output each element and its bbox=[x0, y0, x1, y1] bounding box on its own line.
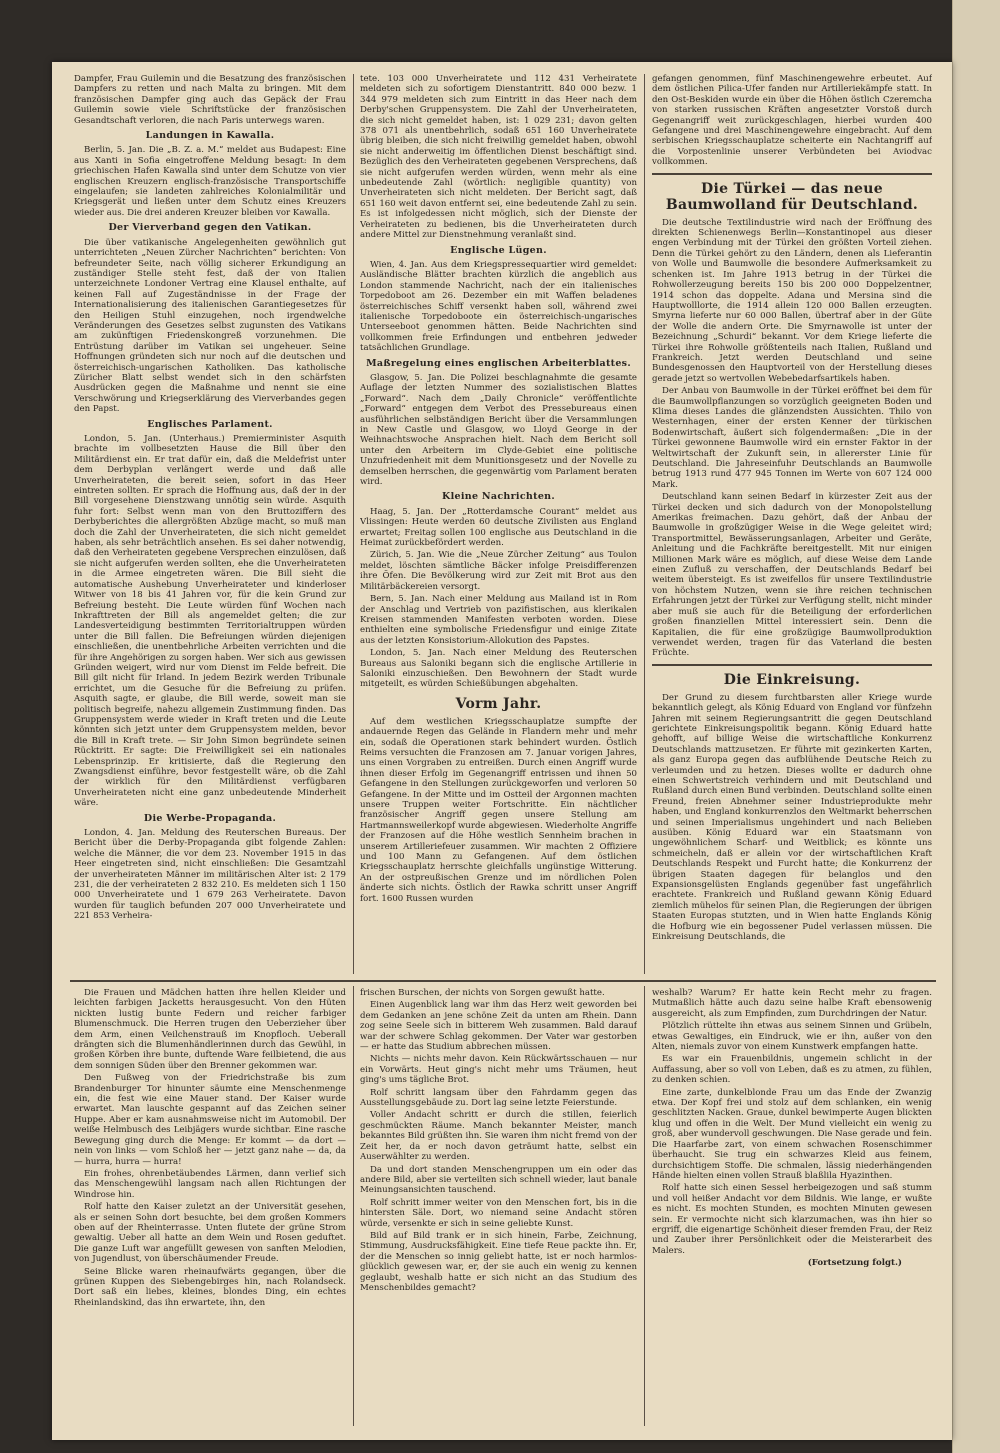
story-text: Voller Andacht schritt er durch die stillen, feierlich geschmückten Räume. Manch bekannter Meister, manch bekanntes Bild grüßten ihn. Sie waren ihm nicht fremd von der Zeit her, da er noch davon geträumt hatte, selbst ein Auserwählter zu werden. bbox=[360, 1110, 637, 1163]
continuation-note: (Fortsetzung folgt.) bbox=[807, 1258, 902, 1269]
story-text: Den Fußweg von der Friedrichstraße bis zum Brandenburger Tor hinunter säumte eine Menschenmenge ein, die fest wie eine Mauer stand. Der Kaiser wurde erwartet. Man lauschte gespannt auf das Zeichen seiner Huppe. Aber er kam ausnahmsweise nicht im Automobil. Der weiße Helmbusch des Leibjägers wurde sichtbar. Eine rasche Bewegung ging durch die Menge: Er kommt — da dort — nein von links — vom Schloß her — jetzt ganz nahe — da, da — hurra, hurra — hurra! bbox=[74, 1073, 346, 1167]
section-rule bbox=[652, 173, 932, 175]
story-text: Rolf schritt immer weiter von den Menschen fort, bis in die hintersten Säle. Dort, wo niemand seine Andacht stören würde, versenkte er sich in seine geliebte Kunst. bbox=[360, 1197, 637, 1229]
column-divider bbox=[353, 74, 354, 974]
story-text: Einen Augenblick lang war ihm das Herz weit geworden bei dem Gedanken an jene schöne Zeit da unten am Rhein. Dann zog seine Seele sich in bitterem Weh zusammen. Bald darauf war der schwere Schlag gekommen. Der Vater war gestorben — er hatte das Studium abbrechen müssen. bbox=[360, 1000, 637, 1053]
story-text: Da und dort standen Menschengruppen um ein oder das andere Bild, aber sie verteilten sich schnell wieder, laut banale Meinungsansichten tauschend. bbox=[360, 1164, 637, 1196]
article-text: Die deutsche Textilindustrie wird nach der Eröffnung des direkten Schienenwegs Berlin—Konstantinopel aus dieser engen Verbindung mit der Türkei den größten Vorteil ziehen. Denn die Türkei gehört zu den Ländern, denen als Lieferantin von Wolle und Baumwolle die besondere Aufmerksamkeit zu schenken ist. Im Jahre 1913 betrug in der Türkei die Rohwollerzeugung bereits 150 bis 200 000 Doppelzentner, 1914 schon das doppelte. Adana und Mersina sind die Hauptwolllorte, die 1914 allein 120 000 Ballen erzeugten. Smyrna lieferte nur 60 000 Ballen, übertraf aber in der Güte der Wolle die andern Orte. Die Smyrnawolle ist unter der Bezeichnung „Schurdi“ bekannt. Vor dem Kriege lieferte die Türkei ihre Rohwolle größtenteils nach Italien, Rußland und Frankreich. Jetzt werden Deutschland und seine Bundesgenossen den Hauptvorteil von der Herstellung dieses gerade jetzt so wertvollen Webebedarfsartikels haben. bbox=[652, 217, 932, 384]
column-divider bbox=[353, 986, 354, 1426]
article-text: London, 4. Jan. Meldung des Reuterschen Bureaus. Der Bericht über die Derby-Propaganda gibt folgende Zahlen: welche die Männer, die vor dem 23. November 1915 in das Heer eingetreten sind, nicht einschließen: Die Gesamtzahl der unverheirateten Männer im militärischen Alter ist: 2 179 231, die der verheirateten 2 832 210. Es meldeten sich 1 150 000 Unverheiratete und 1 679 263 Verheiratete. Davon wurden für tauglich befunden 207 000 Unverheiratete und 221 853 Verheira- bbox=[74, 828, 346, 922]
article-text: Bern, 5. Jan. Nach einer Meldung aus Mailand ist in Rom der Anschlag und Vertrieb von pazifistischen, aus klerikalen Kreisen stammenden Manifesten verboten worden. Diese enthielten eine symbolische Friedensfigur und einige Zitate aus der letzten Konsistorium-Allokution des Papstes. bbox=[360, 594, 637, 646]
column-1 bbox=[74, 74, 346, 976]
article-headline: Die Werbe-Propaganda. bbox=[143, 812, 277, 824]
newspaper-page bbox=[52, 62, 952, 1440]
article-text: Auf dem westlichen Kriegsschauplatze sumpfte der andauernde Regen das Gelände in Flandern mehr und mehr ein, sodaß die Operationen stark behindert wurden. Östlich Reims versuchten die Franzosen am 7. Januar vorigen Jahres, uns einen Vorgraben zu entreißen. Durch einen Angriff wurde ihnen dieser Erfolg im Gegenangriff entrissen und ihnen 50 Gefangene in den Stellungen zurückgeworfen und verloren 50 Gefangene. In der Mitte und im Ostteil der Argonnen machten unsere Truppen weiter Fortschritte. Ein nächtlicher französischer Angriff gegen unsere Stellung am Hartmannsweilerkopf wurde abgewiesen. Wiederholte Angriffe der Franzosen auf die Höhe westlich Sennheim brachen in unserem Artilleriefeuer zusammen. Wir machten 2 Offiziere und 100 Mann zu Gefangenen. Auf dem östlichen Kriegsschauplatz herrschte gleichfalls ungünstige Witterung. An der ostpreußischen Grenze und im nördlichen Polen änderte sich nichts. Östlich der Rawka schritt unser Angriff fort. 1600 Russen wurden bbox=[360, 716, 637, 904]
adjacent-page-edge bbox=[952, 0, 1000, 1453]
article-text: Der Anbau von Baumwolle in der Türkei eröffnet bei dem für die Baumwollpflanzungen so vorzüglich geeigneten Boden und Klima dieses Landes die glänzendsten Aussichten. Thilo von Westernhagen, einer der ersten Kenner der türkischen Bodenwirtschaft, äußert sich folgendermaßen: „Die in der Türkei gewonnene Baumwolle wird ein ernster Faktor in der Weltwirtschaft der Zukunft sein, in allererster Linie für Deutschland. Die Jahreseinfuhr Deutschlands an Baumwolle betrug 1913 rund 477 945 Tonnen im Werte von 607 124 000 Mark. bbox=[652, 386, 932, 490]
article-text: Deutschland kann seinen Bedarf in kürzester Zeit aus der Türkei decken und sich dadurch von der Monopolstellung Amerikas freimachen. Dazu gehört, daß der Anbau der Baumwolle in großzügiger Weise in die Wege geleitet wird; Transportmittel, Bewässerungsanlagen, Arbeiter und Geräte, Anleitung und die Fachkräfte bereitgestellt. Mit nur einigen Millionen Mark wäre es möglich, auf diese Weise dem Lande einen Zufluß zu verschaffen, der Deutschlands Bedarf bei weitem übersteigt. Es ist zweifellos für unsere Textilindustrie von höchstem Nutzen, wenn sie ihre reichen technischen Erfahrungen jetzt der Türkei zur Verfügung stellt, nicht minder aber muß sie auch für die Beteiligung der erforderlichen großen finanziellen Mittel interessiert sein. Denn die Kapitalien, die für eine großzügige Baumwollproduktion verwendet werden, tragen für das Vaterland die besten Früchte. bbox=[652, 492, 932, 659]
article-text: gefangen genommen, fünf Maschinengewehre erbeutet. Auf dem östlichen Pilica-Ufer fanden nur Artilleriekämpfe statt. In den Ost-Beskiden wurde ein über die Höhen östlich Czeremcha von starken russischen Kräften angesetzter Vorstoß durch Gegenangriff weit zurückgeschlagen, hierbei wurden 400 Gefangene und drei Maschinengewehre eingebracht. Auf dem serbischen Kriegsschauplatze scheiterte ein Nachtangriff auf die Vorpostenlinie unserer Verbündeten bei Aviodvac vollkommen. bbox=[652, 74, 932, 168]
article-text: Dampfer, Frau Guilemin und die Besatzung des französischen Dampfers zu retten und nach Malta zu bringen. Mit dem französischen Dampfer ging auch das Gepäck der Frau Guilemin sowie viele Schriftstücke der französischen Gesandtschaft verloren, die nach Paris unterwegs waren. bbox=[74, 74, 346, 126]
article-headline: Englisches Parlament. bbox=[147, 418, 273, 430]
article-headline: Die Einkreisung. bbox=[723, 671, 861, 688]
article-text: Der Grund zu diesem furchtbarsten aller Kriege wurde bekanntlich gelegt, als König Eduard von England vor fünfzehn Jahren mit seinem Regierungsantritt die gegen Deutschland gerichtete Einkreisungspolitik begann. König Eduard hatte gehofft, auf billige Weise die wirtschaftliche Konkurrenz Deutschlands mattzusetzen. Er führte mit gezinkerten Karten, als ganz Europa gegen das aufblühende Deutsche Reich zu verleumden und zu hetzen. Dieses wollte er dadurch ohne einen Schwertstreich verhindern und mit Deutschland und Rußland durch einen Bund verbinden. Deutschland sollte einen Freund, freien Abnehmer seiner Industrieprodukte mehr haben, und England konkurrenzlos den Weltmarkt beherrschen und seinen Imperialismus ungehindert und nach Belieben ausüben. König Eduard war ein Staatsmann von ungewöhnlichem Scharf- und Weitblick; es könnte uns schmeicheln, daß er allein vor der wirtschaftlichen Kraft Deutschlands Respekt und Furcht hatte; die Konkurrenz der übrigen Staaten dagegen für belanglos und den Expansionsgelüsten Englands gegenüber fast ungefährlich erachtete. Frankreich und Rußland gewann König Eduard ziemlich mühelos für seinen Plan, die Regierungen der übrigen Staaten Europas stutzten, und in Wien hatte Englands König die Hofburg wie ein begossener Pudel verlassen müssen. Die Einkreisung Deutschlands, die bbox=[652, 692, 932, 943]
article-text: Die über vatikanische Angelegenheiten gewöhnlich gut unterrichteten „Neuen Zürcher Nachrichten“ berichten: Von befreundeter Seite, nach völlig sicherer Erkundigung an zuständiger Stelle steht fest, daß der von Italien unterzeichnete Londoner Vertrag eine Klausel enthalte, auf keinen Fall auf Zugeständnisse in der Frage der Internationalisierung des italienischen Garantiegesetzes für den Heiligen Stuhl einzugehen, noch irgendwelche Veränderungen des Gesetzes selbst zugunsten des Vatikans am zukünftigen Friedenskongreß vorzunehmen. Die Entrüstung darüber im Vatikan sei ungeheuer. Seine Hoffnungen gründeten sich nur noch auf die deutschen und österreichisch-ungarischen Katholiken. Das katholische Züricher Blatt selbst wendet sich in den schärfsten Ausdrücken gegen die Maßnahme und nennt sie eine Verschwörung und Kriegserklärung des Vierverbandes gegen den Papst. bbox=[74, 237, 346, 415]
story-text: Rolf hatte den Kaiser zuletzt an der Universität gesehen, als er seinen Sohn dort besuchte, bei dem großen Kommers oben auf der Rheinterrasse. Unten flutete der grüne Strom gewaltig. Ueber all hatte an dem Wein und Rosen geduftet. Die ganze Luft war angefüllt gewesen von sanften Melodien, von Jugendlust, von überschäumender Freude. bbox=[74, 1202, 346, 1265]
section-rule bbox=[652, 664, 932, 666]
story-text: Ein frohes, ohrenbetäubendes Lärmen, dann verlief sich das Menschengewühl langsam nach allen Richtungen der Windrose hin. bbox=[74, 1168, 346, 1200]
story-text: Rolf hatte sich einen Sessel herbeigezogen und saß stumm und voll heißer Andacht vor dem Bildnis. Wie lange, er wußte es nicht. Es mochten Stunden, es mochten Minuten gewesen sein. Er vermochte nicht sich klarzumachen, was ihn hier so ergriff, die eigenartige Schönheit dieser fremden Frau, der Reiz und Zauber ihrer Persönlichkeit oder die Meisterarbeit des Malers. bbox=[652, 1183, 932, 1256]
feuilleton-column-3 bbox=[652, 988, 932, 1428]
story-text: Plötzlich rüttelte ihn etwas aus seinem Sinnen und Grübeln, etwas Gewaltiges, ein Eindruck, wie er ihn, außer von den Alten, niemals zuvor von einem Kunstwerk empfangen hatte. bbox=[652, 1021, 932, 1053]
article-headline: Kleine Nachrichten. bbox=[442, 491, 555, 503]
story-text: Die Frauen und Mädchen hatten ihre hellen Kleider und leichten farbigen Jacketts herausgesucht. Von den Hüten nickten lustig bunte Federn und reicher farbiger Blumenschmuck. Die Herren trugen den Ueberzieher über dem Arm, einen Veilchenstrauß im Knopfloch. Ueberall drängten sich die Blumenhändlerinnen durch das Gewühl, in großen Körben ihre bunte, duftende Ware feilbietend, die aus dem sonnigen Süden über den Brenner gekommen war. bbox=[74, 988, 346, 1071]
story-text: Eine zarte, dunkelblonde Frau um das Ende der Zwanzig etwa. Der Kopf frei und stolz auf dem schlanken, ein wenig geschlitzten Nacken. Graue, dunkel bewimperte Augen blickten klug und offen in die Welt. Der Mund vielleicht ein wenig zu groß, aber wundervoll geschwungen. Die Nase gerade und fein. Die Haarfarbe zart, von einem schwachen Rosenschimmer überhaucht. Sie trug ein schwarzes Kleid aus feinem, durchsichtigem Stoffe. Die schmalen, lässig niederhängenden Hände hielten einen vollen Strauß blaßlila Hyazinthen. bbox=[652, 1087, 932, 1181]
feuilleton-rule bbox=[70, 980, 936, 982]
article-text: Zürich, 5. Jan. Wie die „Neue Zürcher Zeitung“ aus Toulon meldet, löschten sämtliche Bäcker infolge Preisdifferenzen ihre Öfen. Die Bevölkerung wird zur Zeit mit Brot aus den Militärbäckereien versorgt. bbox=[360, 550, 637, 592]
article-text: Berlin, 5. Jan. Die „B. Z. a. M.“ meldet aus Budapest: Eine aus Xanti in Sofia eingetroffene Meldung besagt: In dem griechischen Hafen Kawalla sind unter dem Schutze von vier englischen Kreuzern englisch-französische Transportschiffe eingelaufen; sie landeten zahlreiches Kolonialmilitär und Kriegsgerät und ließen unter dem Schutz eines Kreuzers wieder aus. Die drei anderen Kreuzer bleiben vor Kawalla. bbox=[74, 145, 346, 218]
story-text: weshalb? Warum? Er hatte kein Recht mehr zu fragen. Mutmaßlich hätte auch dazu seine halbe Kraft ebensowenig ausgereicht, als zum Empfinden, zum Durchdringen der Natur. bbox=[652, 988, 932, 1019]
article-headline: Landungen in Kawalla. bbox=[145, 130, 275, 142]
article-text: London, 5. Jan. (Unterhaus.) Premierminister Asquith brachte im vollbesetzten Hause die Bill über den Militärdienst ein. Er trat dafür ein, daß die Meldefrist unter dem Derbyplan verlängert werde und daß alle Unverheirateten, die bereit seien, sofort in das Heer eintreten sollten. Er sprach die Hoffnung aus, daß der in der Bill vorgesehene Dienstzwang unnötig sein würde. Asquith fuhr fort: Selbst wenn man von den Bruttoziffern des Derbyberichtes die allergrößten Abzüge macht, so muß man doch die Zahl der Unverheirateten, die sich nicht gemeldet haben, als sehr beträchtlich ansehen. Es sei daher notwendig, daß den Verheirateten gegebene Versprechen einzulösen, daß sie nicht aufgerufen werden sollten, ehe die Unverheirateten in die Armee eingetreten wären. Die Bill sieht die automatische Aushebung Unverheirateter und kinderloser Witwer von 18 bis 41 Jahren vor, für die kein Grund zur Befreiung besteht. Die Leute würden fünf Wochen nach Inkrafttreten der Bill als angemeldet gelten; die zur Landesverteidigung bestimmten Territorialtruppen würden unter die Bill fallen. Die Befreiungen würden diejenigen einschließen, die unentbehrliche Arbeiten verrichten und die für ihre Angehörigen zu sorgen haben. Wer sich aus gewissen Gründen weigert, wird nur vom Dienst im Felde befreit. Die Bill gilt nicht für Irland. In jedem Bezirk werden Tribunale errichtet, um die Gesuche für die Befreiung zu prüfen. Asquith sagte, er glaube, die Bill werde, soweit man sie politisch begreife, nahezu allgemein Zustimmung finden. Das Gruppensystem werde wieder in Kraft treten und die Leute könnten sich jetzt unter dem Gruppensystem melden, bevor die Bill in Kraft trete. — Sir John Simon begründete seinen Rücktritt. Er sagte: Die Freiwilligkeit sei ein nationales Lebensprinzip. Er kritisierte, daß die Regierung den Zwangsdienst einführe, bevor festgestellt wäre, ob die Zahl der wirklich für den Militärdienst verfügbaren Unverheirateten nicht eine ganz unbedeutende Minderheit wäre. bbox=[74, 434, 346, 809]
story-text: Nichts — nichts mehr davon. Kein Rückwärtsschauen — nur ein Vorwärts. Heut ging's nicht mehr ums Träumen, heut ging's ums tägliche Brot. bbox=[360, 1054, 637, 1086]
feuilleton-column-1 bbox=[74, 988, 346, 1428]
story-text: Bild auf Bild trank er in sich hinein, Farbe, Zeichnung, Stimmung, Ausdrucksfähigkeit. Eine tiefe Reue packte ihn. Er, der die Menschen so innig geliebt hatte, ist er noch harmlos-glücklich gewesen war, er, der sie auch ein wenig zu kennen geglaubt, weshalb hatte er sich nicht an das Studium des Menschenbildes gemacht? bbox=[360, 1230, 637, 1293]
article-text: Haag, 5. Jan. Der „Rotterdamsche Courant“ meldet aus Vlissingen: Heute werden 60 deutsche Zivilisten aus England erwartet; Freitag sollen 100 englische aus Deutschland in die Heimat zurückbefördert werden. bbox=[360, 506, 637, 549]
column-3 bbox=[652, 74, 932, 976]
article-text: Glasgow, 5. Jan. Die Polizei beschlagnahmte die gesamte Auflage der letzten Nummer des sozialistischen Blattes „Forward“. Nach dem „Daily Chronicle“ veröffentlichte „Forward“ entgegen dem Verbot des Pressebureaus einen ausführlichen selbständigen Bericht über die Versammlungen in New Castle und Glasgow, wo Lloyd George in der Weihnachtswoche Ansprachen hielt. Nach dem Bericht soll unter den Arbeitern im Clyde-Gebiet eine politische Unzufriedenheit mit dem Munitionsgesetz und der Novelle zu demselben herrschen, die gegenwärtig vom Parlament beraten wird. bbox=[360, 372, 637, 488]
story-text: Seine Blicke waren rheinaufwärts gegangen, über die grünen Kuppen des Siebengebirges hin, nach Rolandseck. Dort saß ein liebes, kleines, blondes Ding, ein echtes Rheinlandskind, das ihn erwartete, ihn, den bbox=[74, 1266, 346, 1308]
article-headline: Englische Lügen. bbox=[450, 244, 547, 256]
article-headline: Der Vierverband gegen den Vatikan. bbox=[108, 222, 312, 234]
story-text: Es war ein Frauenbildnis, ungemein schlicht in der Auffassung, aber so voll von Leben, daß es zu atmen, zu fühlen, zu denken schien. bbox=[652, 1054, 932, 1086]
article-headline: Die Türkei — das neue Baumwolland für Deutschland. bbox=[665, 180, 919, 213]
article-text: London, 5. Jan. Nach einer Meldung des Reuterschen Bureaus aus Saloniki begann sich die englische Artillerie in Saloniki einzuschießen. Den Bewohnern der Stadt wurde mitgeteilt, es würden Schießübungen abgehalten. bbox=[360, 648, 637, 690]
column-2 bbox=[360, 74, 637, 976]
article-text: Wien, 4. Jan. Aus dem Kriegspressequartier wird gemeldet: Ausländische Blätter brachten kürzlich die angeblich aus London stammende Nachricht, nach der ein italienisches Torpedoboot am 26. Dezember ein mit Waffen beladenes österreichisches Schiff versenkt haben soll, während zwei italienische Torpedoboote ein österreichisch-ungarisches Unterseeboot genommen hätten. Beide Nachrichten sind vollkommen freie Erfindungen und entbehren jedweder tatsächlichen Grundlage. bbox=[360, 259, 637, 354]
feuilleton-column-2 bbox=[360, 988, 637, 1428]
article-headline: Vorm Jahr. bbox=[455, 695, 542, 712]
column-divider bbox=[644, 986, 645, 1426]
column-divider bbox=[644, 74, 645, 974]
story-text: frischen Burschen, der nichts von Sorgen gewußt hatte. bbox=[360, 988, 605, 998]
story-text: Rolf schritt langsam über den Fahrdamm gegen das Ausstellungsgebäude zu. Dort lag seine letzte Feierstunde. bbox=[360, 1087, 637, 1109]
article-headline: Maßregelung eines englischen Arbeiterblattes. bbox=[366, 357, 631, 369]
article-text: tete. 103 000 Unverheiratete und 112 431 Verheiratete meldeten sich zu sofortigem Dienstantritt. 840 000 bezw. 1 344 979 meldeten sich zum Eintritt in das Heer nach dem Derby'schen Gruppensystem. Die Zahl der Unverheirateten, die sich nicht gemeldet haben, ist: 1 029 231; davon gelten 378 071 als unentbehrlich, sodaß 651 160 Unverheiratete übrig bleiben, die sich nicht freiwillig gemeldet haben, obwohl sie nicht anderweitig im öffentlichen Dienst beschäftigt sind. Bezüglich des den Verheirateten gegebenen Versprechens, daß sie nicht aufgerufen werden würden, wenn mehr als eine unbedeutende Zahl (wörtlich: negligible quantity) von Unverheirateten sich nicht meldeten. Der Bericht sagt, daß 651 160 weit davon entfernt sei, eine bedeutende Zahl zu sein. Es ist infolgedessen nicht möglich, sich der Dienste der Verheirateten zu bedienen, bis die Unverheirateten durch andere Mittel zur Dienstnehmung veranlaßt sind. bbox=[360, 74, 637, 241]
